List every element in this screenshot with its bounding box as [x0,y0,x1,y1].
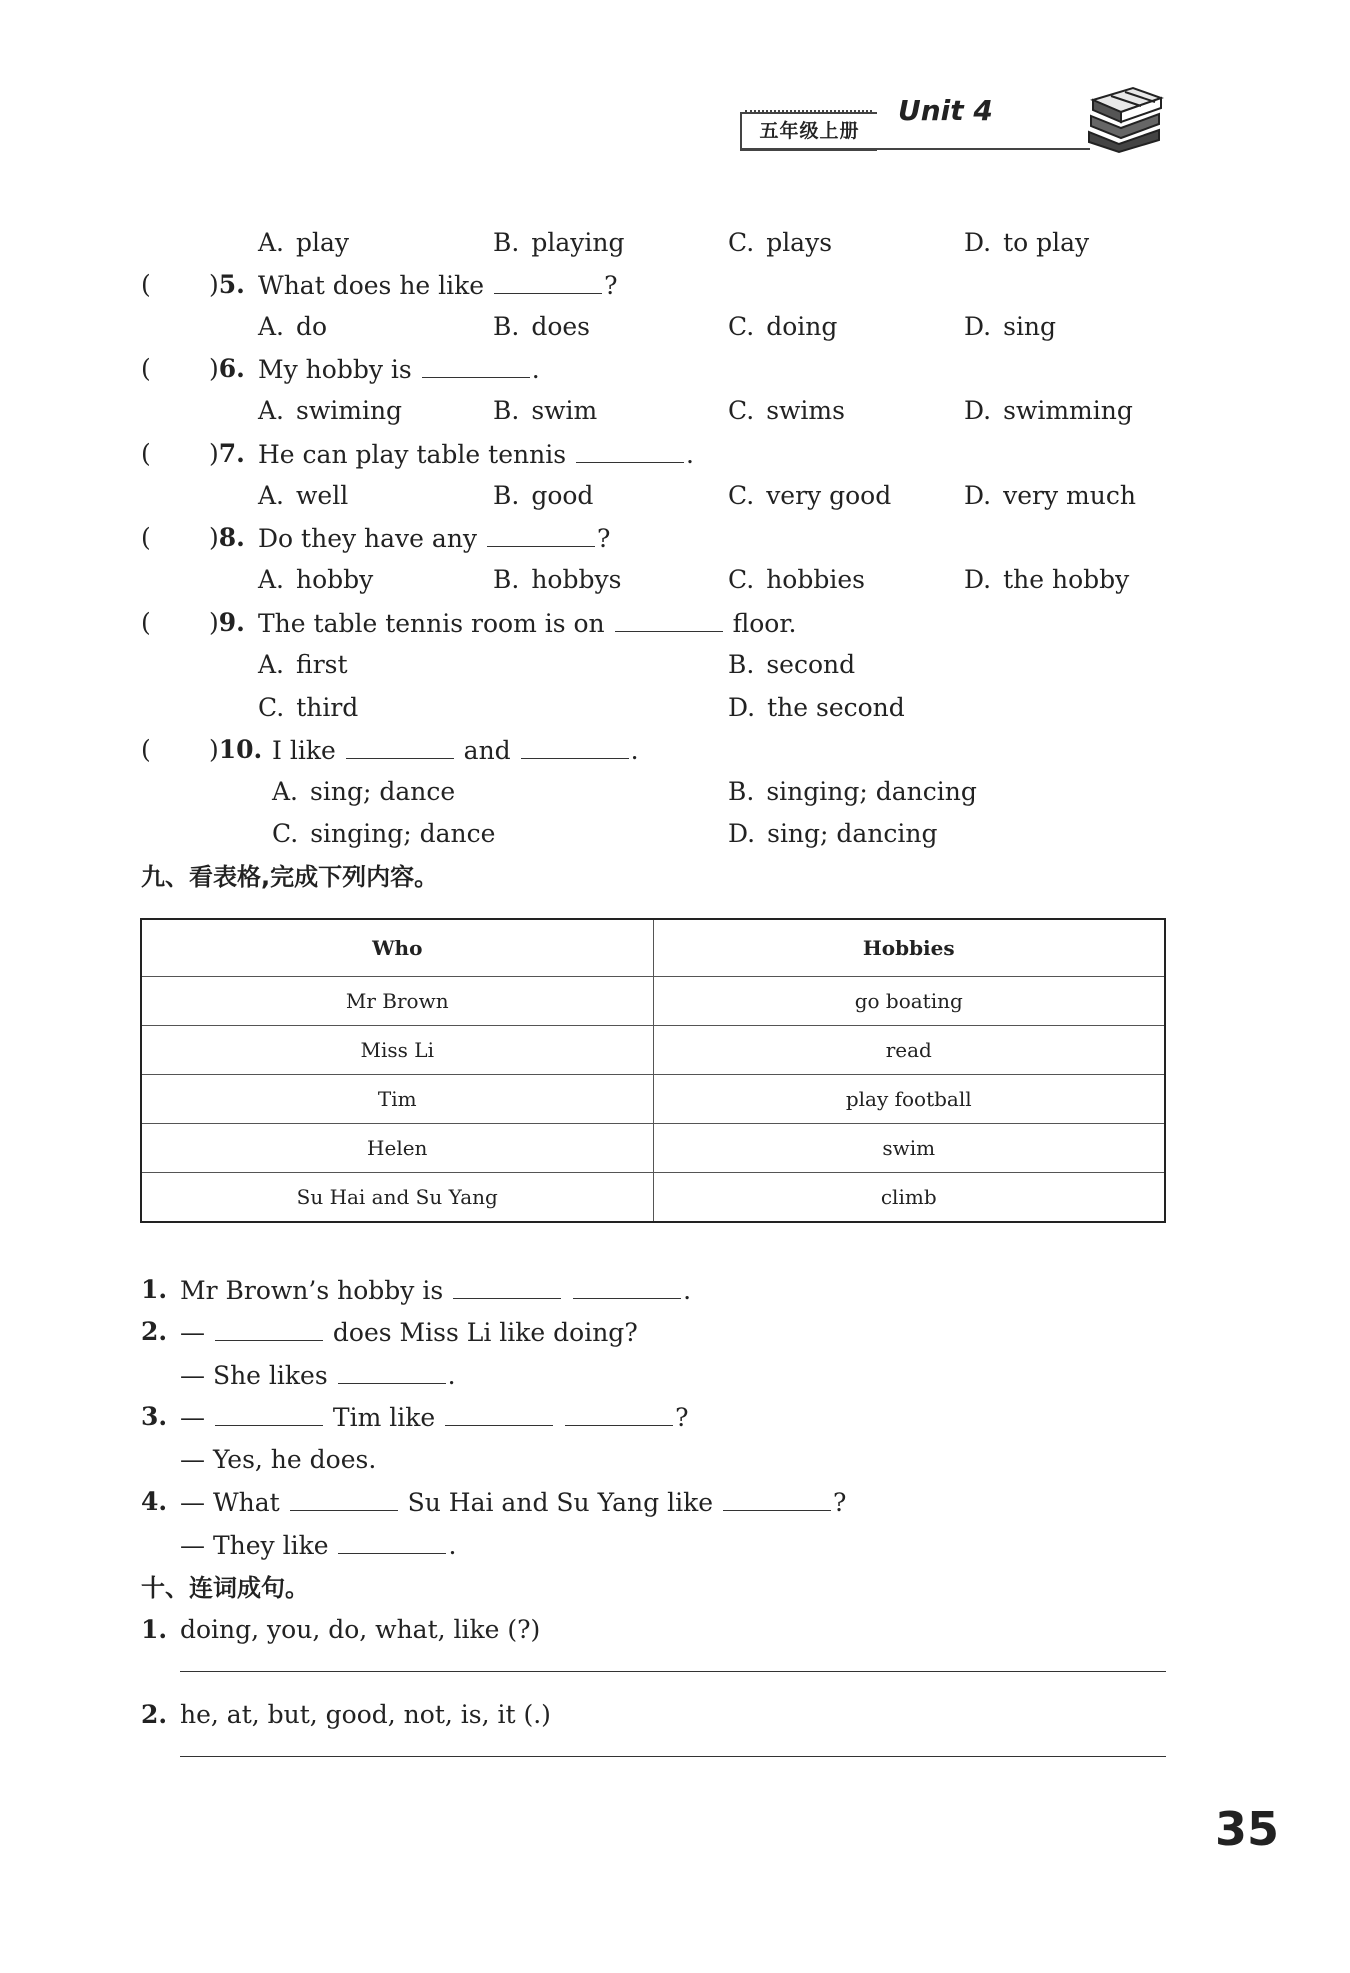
question-stem: He can play table tennis . [258,434,694,475]
answer-line[interactable] [180,1756,1166,1757]
table-header-row [141,919,1165,977]
answer-blank[interactable] [338,1355,446,1384]
q4-option-b: B. playing [493,228,625,257]
question-stem: Do they have any ? [258,518,610,559]
header-rule [740,148,1090,150]
fill-item-1 [0,1270,1350,1310]
answer-blank[interactable] [521,730,629,759]
cell-who: Mr Brown [141,977,653,1026]
option-b: B. good [493,481,594,510]
header-grade: 五年级上册 [740,112,877,151]
option-a: A. swiming [258,396,403,425]
answer-blank[interactable] [573,1270,681,1299]
q4-option-c: C. plays [728,228,833,257]
table-row [141,1124,1165,1173]
fill-item-2-answer [0,1355,1350,1395]
item-words: he, at, but, good, not, is, it (.) [180,1700,551,1729]
table-row [141,977,1165,1026]
answer-blank[interactable] [615,603,723,632]
question-stem: What does he like ? [258,265,617,306]
section-10-title: 十、连词成句。 [141,1574,309,1602]
item-text: Mr Brown’s hobby is . [180,1270,691,1311]
section-9-title: 九、看表格,完成下列内容。 [141,863,439,891]
answer-blank[interactable] [494,265,602,294]
answer-blank[interactable] [338,1525,446,1554]
answer-blank[interactable] [290,1482,398,1511]
item-number: 4. [141,1487,168,1516]
cell-who: Helen [141,1124,653,1173]
fill-item-4 [0,1482,1350,1522]
item-text: — Yes, he does. [180,1445,377,1474]
reorder-item-2 [0,1695,1350,1735]
answer-paren-open: ( [141,354,151,383]
answer-blank[interactable] [487,518,595,547]
column-header-hobbies: Hobbies [653,919,1165,977]
question-stem: I like and . [272,730,639,771]
answer-paren-open: ( [141,523,151,552]
answer-blank[interactable] [565,1397,673,1426]
option-d: D. sing; dancing [728,819,938,848]
cell-who: Tim [141,1075,653,1124]
item-number: 1. [141,1275,168,1304]
option-b: B. singing; dancing [728,777,977,806]
page-number: 35 [1215,1802,1280,1856]
fill-item-2 [0,1312,1350,1352]
option-d: D. swimming [964,396,1133,425]
option-a: A. hobby [258,565,374,594]
cell-who: Su Hai and Su Yang [141,1173,653,1223]
answer-blank[interactable] [576,434,684,463]
option-d: D. sing [964,312,1057,341]
table-row [141,1075,1165,1124]
q4-option-a: A. play [258,228,350,257]
answer-line[interactable] [180,1671,1166,1672]
answer-blank[interactable] [445,1397,553,1426]
option-a: A. well [258,481,349,510]
q4-option-d: D. to play [964,228,1090,257]
cell-hobby: climb [653,1173,1165,1223]
column-header-who: Who [141,919,653,977]
option-d: D. the second [728,693,905,722]
item-text: — What Su Hai and Su Yang like ? [180,1482,846,1523]
item-number: 2. [141,1317,168,1346]
answer-blank[interactable] [215,1312,323,1341]
cell-hobby: read [653,1026,1165,1075]
option-d: D. very much [964,481,1136,510]
item-text: — She likes . [180,1355,456,1396]
option-b: B. second [728,650,856,679]
fill-item-4-answer [0,1525,1350,1565]
table-row [141,1026,1165,1075]
option-a: A. do [258,312,328,341]
question-number: )5. [209,270,245,299]
cell-hobby: play football [653,1075,1165,1124]
answer-paren-open: ( [141,439,151,468]
item-number: 2. [141,1700,168,1729]
answer-blank[interactable] [346,730,454,759]
answer-blank[interactable] [422,349,530,378]
question-stem: My hobby is . [258,349,540,390]
question-number: )10. [209,735,263,764]
cell-hobby: swim [653,1124,1165,1173]
item-number: 1. [141,1615,168,1644]
option-c: C. doing [728,312,838,341]
answer-paren-open: ( [141,270,151,299]
option-a: A. first [258,650,348,679]
item-text: — does Miss Li like doing? [180,1312,638,1353]
item-text: — They like . [180,1525,456,1566]
fill-item-3-answer [0,1440,1350,1480]
cell-who: Miss Li [141,1026,653,1075]
option-a: A. sing; dance [272,777,456,806]
option-b: B. does [493,312,591,341]
question-stem: The table tennis room is on floor. [258,603,797,644]
books-icon [1085,82,1165,154]
option-c: C. swims [728,396,845,425]
option-c: C. hobbies [728,565,865,594]
answer-blank[interactable] [453,1270,561,1299]
question-number: )7. [209,439,245,468]
item-text: — Tim like ? [180,1397,688,1438]
question-number: )9. [209,608,245,637]
table-row [141,1173,1165,1223]
option-b: B. swim [493,396,598,425]
option-d: D. the hobby [964,565,1130,594]
answer-blank[interactable] [723,1482,831,1511]
reorder-item-1 [0,1610,1350,1650]
item-number: 3. [141,1402,168,1431]
option-c: C. third [258,693,359,722]
question-number: )6. [209,354,245,383]
item-words: doing, you, do, what, like (?) [180,1615,541,1644]
option-c: C. singing; dance [272,819,496,848]
answer-paren-open: ( [141,735,151,764]
answer-blank[interactable] [215,1397,323,1426]
answer-paren-open: ( [141,608,151,637]
fill-item-3 [0,1397,1350,1437]
option-b: B. hobbys [493,565,622,594]
option-c: C. very good [728,481,892,510]
hobbies-table [140,918,1166,1223]
question-number: )8. [209,523,245,552]
header-unit: Unit 4 [898,94,993,127]
cell-hobby: go boating [653,977,1165,1026]
